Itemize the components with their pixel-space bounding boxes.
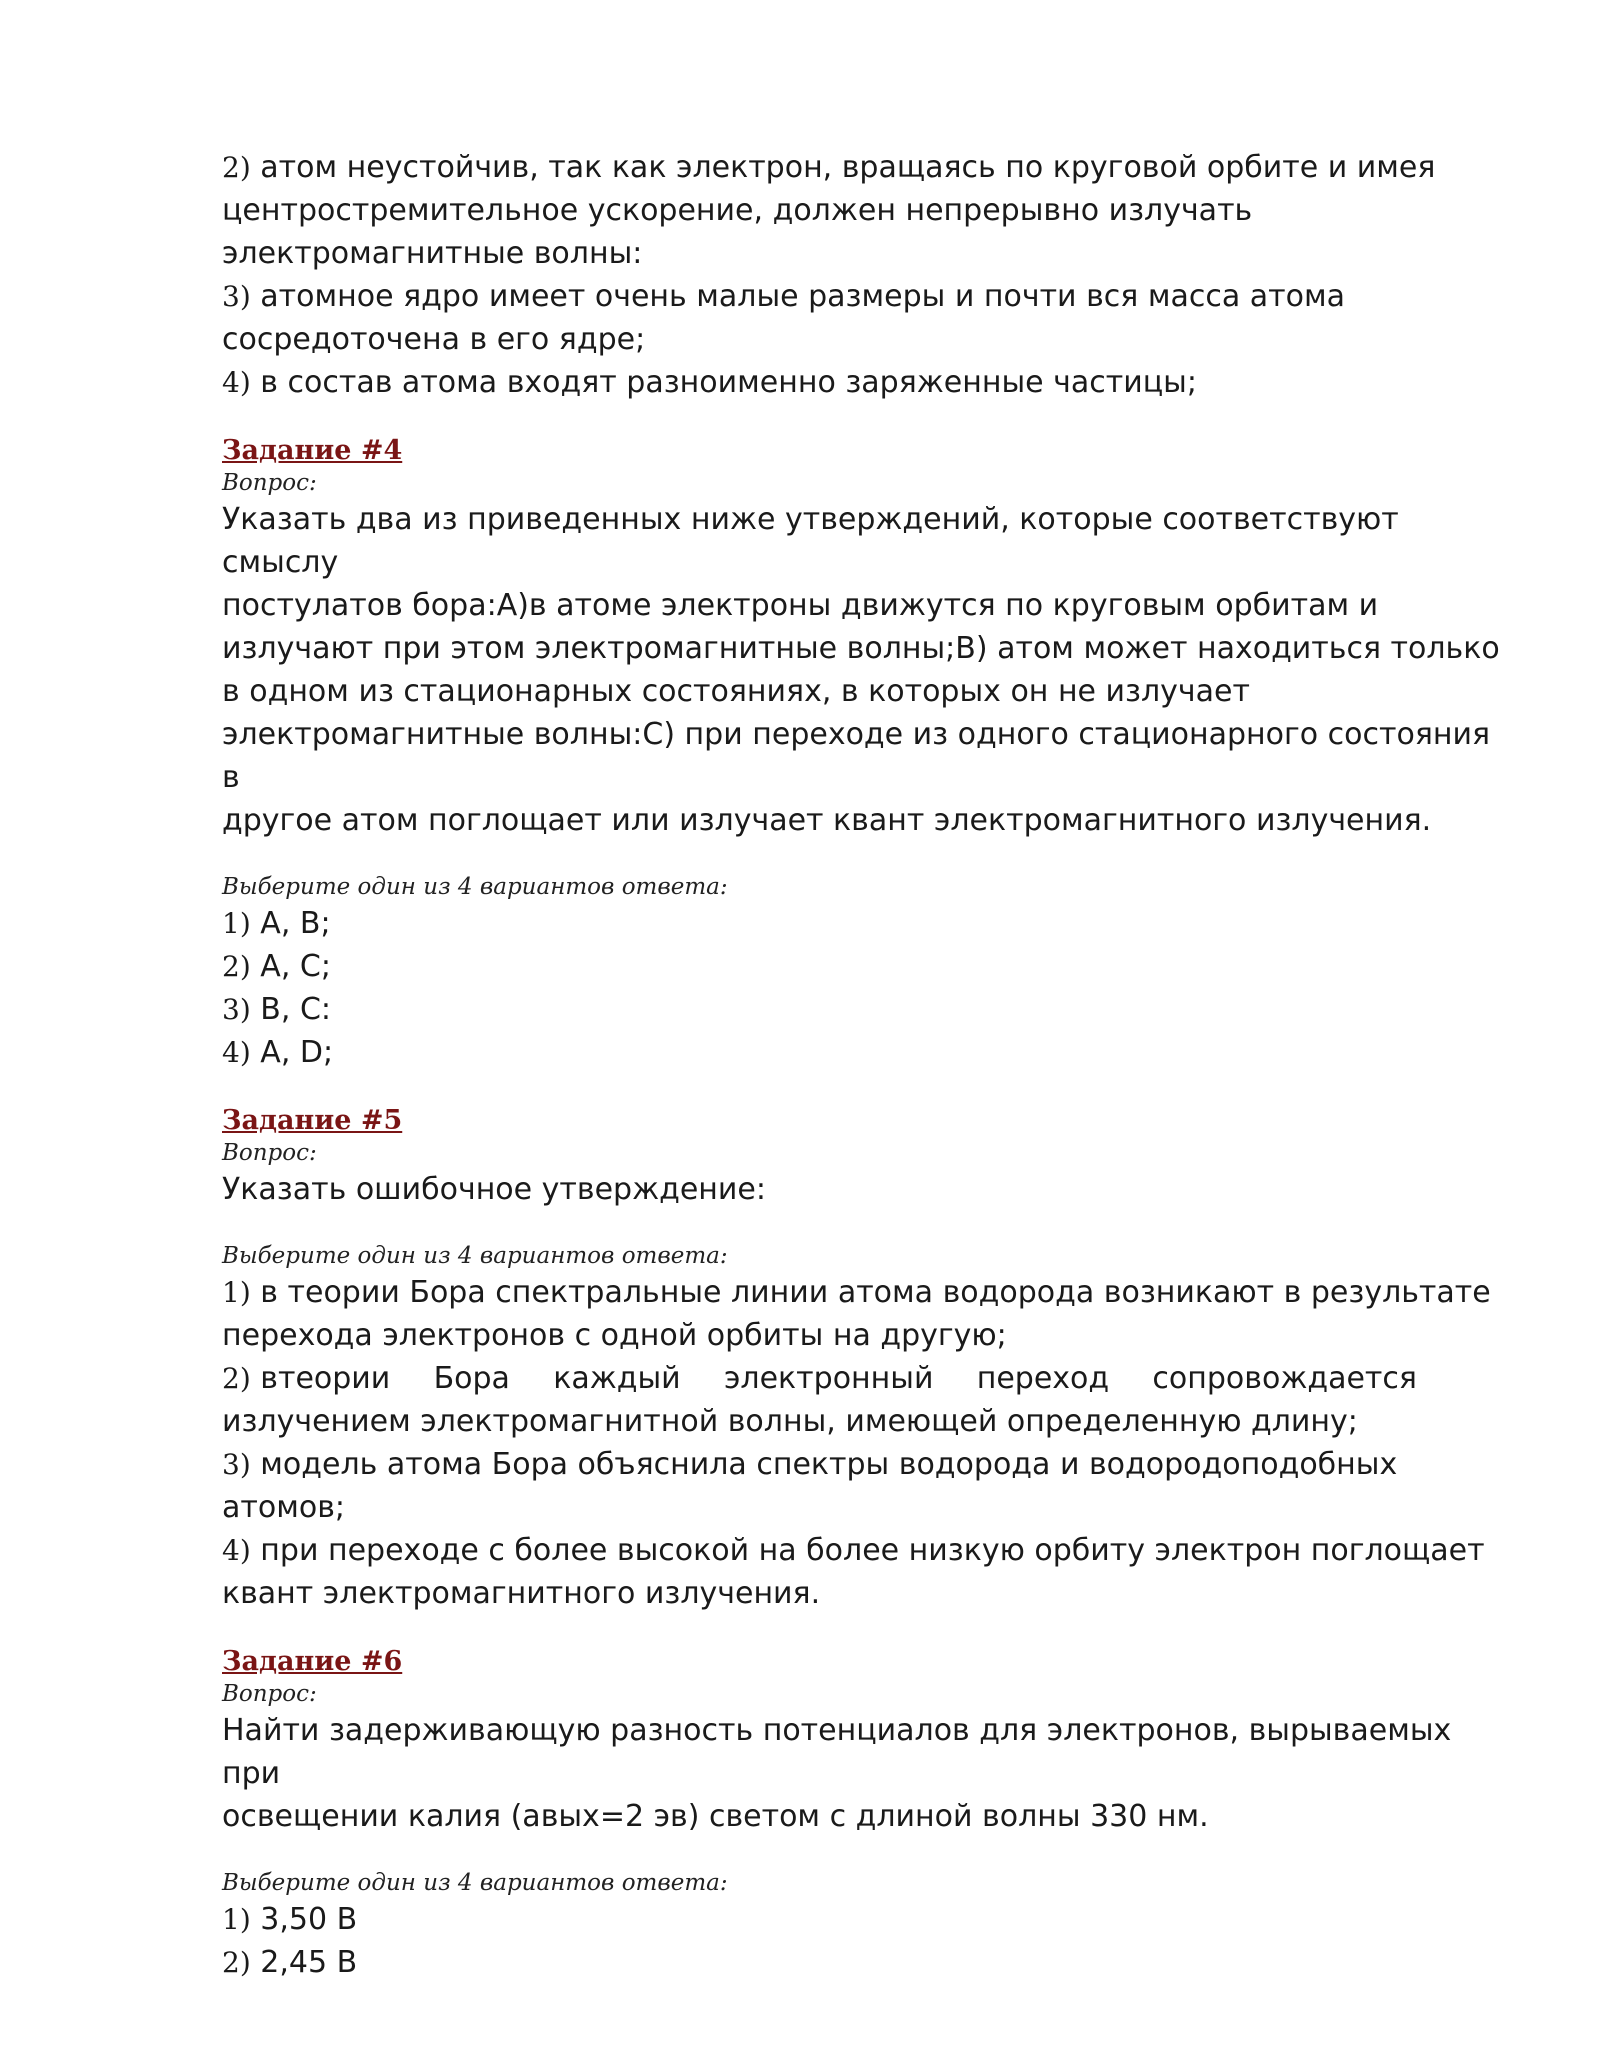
question-text: Указать два из приведенных ниже утверждений, которые соответствуют смыслу постулатов бора:А)в атоме электроны движутся по круговым орбитам и излучают при этом электромагнитные волны;В) атом может находиться только в одном из стационарных состояниях, в которых он не излучает электромагнитные волны:С) при переходе из одного стационарного состояния в другое атом поглощает или излучает квант электромагнитного излучения. (222, 502, 1500, 838)
answer-option-continued: центростремительное ускорение, должен непрерывно излучать (222, 193, 1253, 228)
choose-label: Выберите один из 4 вариантов ответа: (222, 1870, 728, 1896)
answer-option-continued: атомов; (222, 1490, 345, 1525)
answer-option: 3) модель атома Бора объяснила спектры водорода и водородоподобных (222, 1447, 1398, 1482)
answer-option-continued: электромагнитные волны: (222, 236, 643, 271)
answer-option-continued: квант электромагнитного излучения. (222, 1576, 821, 1611)
answer-option: 3) B, C: (222, 992, 332, 1027)
answer-option: 2) атом неустойчив, так как электрон, вращаясь по круговой орбите и имея (222, 150, 1436, 185)
answer-options (222, 902, 1502, 1074)
task-title: Задание #6 (222, 1646, 403, 1677)
previous-task-options (222, 146, 1502, 404)
question-text: Указать ошибочное утверждение: (222, 1172, 766, 1207)
answer-option: 1) 3,50 В (222, 1902, 358, 1937)
answer-option: 3) атомное ядро имеет очень малые размеры и почти вся масса атома (222, 279, 1345, 314)
answer-option: 2) втеории Бора каждый электронный переход сопровождается (222, 1361, 1417, 1396)
question-text: Найти задерживающую разность потенциалов для электронов, вырываемых при освещении калия (авых=2 эв) светом с длиной волны 330 нм. (222, 1713, 1452, 1834)
task-4 (222, 434, 1502, 1074)
answer-option: 1) в теории Бора спектральные линии атома водорода возникают в результате (222, 1275, 1491, 1310)
document-page (222, 146, 1502, 1984)
choose-label: Выберите один из 4 вариантов ответа: (222, 874, 728, 900)
answer-option: 1) A, B; (222, 906, 331, 941)
task-title: Задание #5 (222, 1105, 403, 1136)
task-title: Задание #4 (222, 435, 403, 466)
answer-option: 4) в состав атома входят разноименно заряженные частицы; (222, 365, 1197, 400)
answer-options (222, 1271, 1502, 1615)
question-label: Вопрос: (222, 470, 317, 496)
answer-option: 4) при переходе с более высокой на более низкую орбиту электрон поглощает (222, 1533, 1485, 1568)
task-5 (222, 1104, 1502, 1615)
task-6 (222, 1645, 1502, 1984)
question-label: Вопрос: (222, 1681, 317, 1707)
question-label: Вопрос: (222, 1140, 317, 1166)
answer-option-continued: сосредоточена в его ядре; (222, 322, 646, 357)
answer-options (222, 1898, 1502, 1984)
answer-option: 4) A, D; (222, 1035, 334, 1070)
answer-option: 2) 2,45 В (222, 1945, 358, 1980)
answer-option: 2) A, C; (222, 949, 331, 984)
choose-label: Выберите один из 4 вариантов ответа: (222, 1243, 728, 1269)
answer-option-continued: перехода электронов с одной орбиты на другую; (222, 1318, 1007, 1353)
answer-option-continued: излучением электромагнитной волны, имеющей определенную длину; (222, 1404, 1358, 1439)
